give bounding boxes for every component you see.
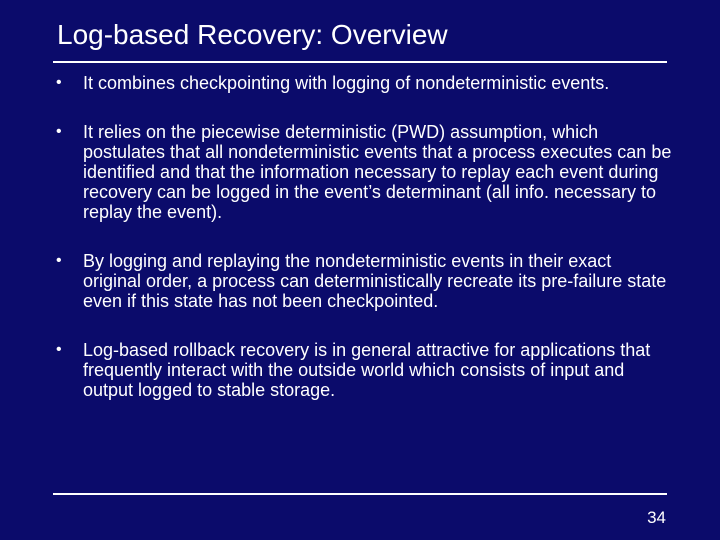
bullet-marker: • [56, 341, 62, 358]
bullet-item [52, 122, 672, 222]
bullet-marker: • [56, 123, 62, 140]
page-number: 34 [647, 508, 666, 527]
bullet-item [52, 73, 672, 93]
bullet-text: It combines checkpointing with logging of nondeterministic events. [83, 73, 610, 93]
slide-title: Log-based Recovery: Overview [57, 19, 448, 50]
bullet-item [52, 251, 672, 311]
bullet-marker: • [56, 74, 62, 91]
footer-divider [53, 493, 667, 495]
bullet-item [52, 340, 672, 400]
bullet-text: It relies on the piecewise deterministic (PWD) assumption, which postulates that all nondeterministic events that a process executes can be identified and that the information necessary to replay each event during recovery can be logged in the event’s determinant (all info. necessary to replay the event). [83, 122, 672, 222]
bullet-text: Log-based rollback recovery is in general attractive for applications that frequently interact with the outside world which consists of input and output logged to stable storage. [83, 340, 651, 400]
bullet-list [52, 73, 672, 400]
bullet-marker: • [56, 252, 62, 269]
title-divider [53, 61, 667, 63]
bullet-text: By logging and replaying the nondeterministic events in their exact original order, a process can deterministically recreate its pre-failure state even if this state has not been checkpointed. [83, 251, 667, 311]
